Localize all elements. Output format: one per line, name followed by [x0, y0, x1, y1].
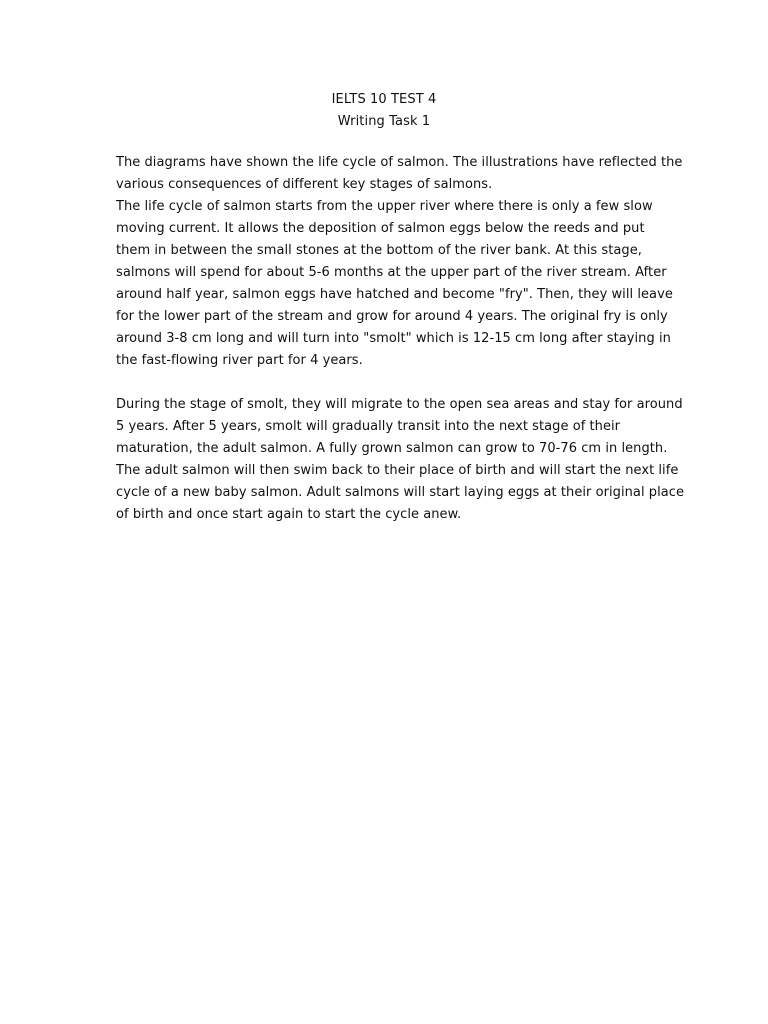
paragraph-line: the fast-flowing river part for 4 years.	[116, 353, 363, 368]
paragraph-line: of birth and once start again to start the cycle anew.	[116, 507, 462, 522]
paragraph-line: around 3-8 cm long and will turn into "smolt" which is 12-15 cm long after staying in	[116, 331, 671, 346]
paragraph-line: salmons will spend for about 5-6 months at the upper part of the river stream. After	[116, 265, 667, 280]
paragraph-smolt-stage	[116, 394, 685, 526]
paragraph-line: maturation, the adult salmon. A fully grown salmon can grow to 70-76 cm in length.	[116, 441, 668, 456]
paragraph-line: for the lower part of the stream and grow for around 4 years. The original fry is only	[116, 309, 668, 324]
document-subtitle: Writing Task 1	[337, 114, 431, 129]
paragraph-line: them in between the small stones at the bottom of the river bank. At this stage,	[116, 243, 642, 258]
paragraph-intro	[116, 152, 683, 196]
document-title: IELTS 10 TEST 4	[331, 92, 437, 107]
paragraph-line: The adult salmon will then swim back to their place of birth and will start the next life	[116, 463, 679, 478]
paragraph-line: During the stage of smolt, they will migrate to the open sea areas and stay for around	[116, 397, 683, 412]
paragraph-line: cycle of a new baby salmon. Adult salmons will start laying eggs at their original place	[116, 485, 685, 500]
paragraph-line: various consequences of different key stages of salmons.	[116, 177, 493, 192]
paragraph-line: 5 years. After 5 years, smolt will gradually transit into the next stage of their	[116, 419, 621, 434]
paragraph-line: around half year, salmon eggs have hatched and become "fry". Then, they will leave	[116, 287, 673, 302]
paragraph-life-cycle	[116, 196, 673, 372]
paragraph-line: moving current. It allows the deposition of salmon eggs below the reeds and put	[116, 221, 645, 236]
paragraph-line: The life cycle of salmon starts from the upper river where there is only a few slow	[116, 199, 653, 214]
paragraph-line: The diagrams have shown the life cycle of salmon. The illustrations have reflected the	[116, 155, 683, 170]
